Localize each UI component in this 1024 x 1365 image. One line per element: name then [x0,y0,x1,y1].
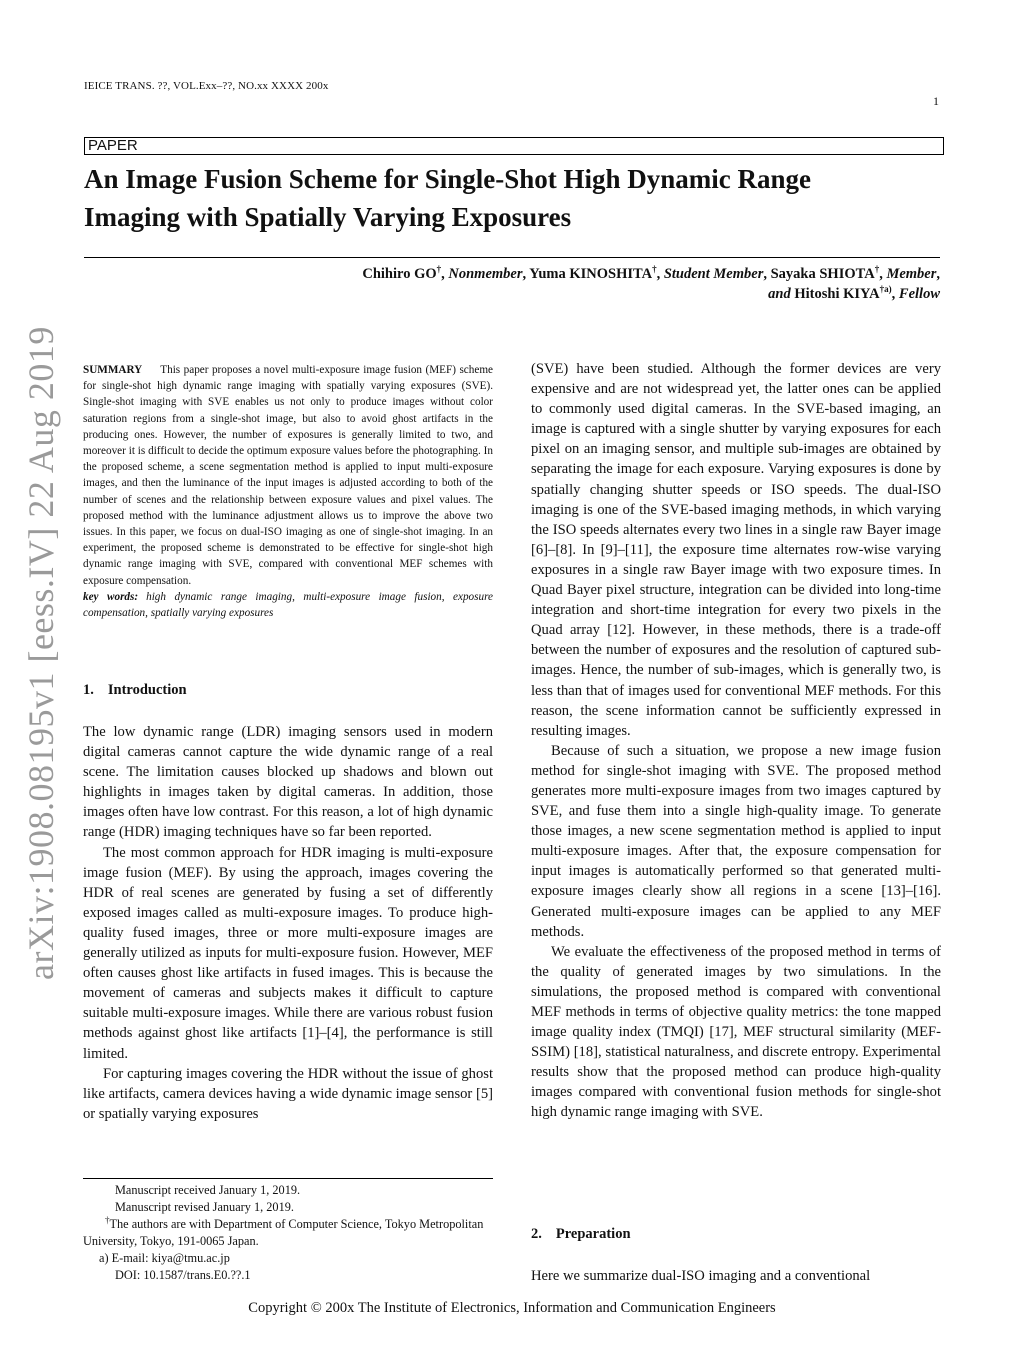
author-mark: †a) [879,284,892,295]
author-mark: † [874,264,880,275]
paragraph: We evaluate the effectiveness of the proposed method in terms of the quality of generated images by two simulations. In the simulations, the proposed method is compared with conventional MEF methods in terms of objective quality metrics: the tone mapped image quality index (TMQI) [17], MEF structural similarity (MEF-SSIM) [18], statistical naturalness, and discrete entropy. Experimental results show that the proposed method can produce high-quality images compared with conventional fusion methods for single-shot high dynamic range imaging with SVE. [531,943,941,1121]
footnote-affiliation: †The authors are with Department of Computer Science, Tokyo Metropolitan University, Tokyo, 191-0065 Japan. [83,1214,484,1248]
footnote-doi: DOI: 10.1587/trans.E0.??.1 [115,1268,251,1282]
paper-title [84,160,944,236]
footnote-revised: Manuscript revised January 1, 2019. [115,1200,294,1214]
author-mark: † [652,264,657,275]
author-mark: † [436,264,442,275]
copyright-notice: Copyright © 200x The Institute of Electronics, Information and Communication Engineers [248,1300,776,1316]
section-number: 1. [83,682,94,698]
author-name: Chihiro GO [362,266,437,282]
keywords-text: high dynamic range imaging, multi-exposure image fusion, exposure compensation, spatially varying exposures [83,590,493,620]
paragraph: Here we summarize dual-ISO imaging and a conventional [531,1268,871,1284]
arxiv-identifier: arXiv:1908.08195v1 [eess.IV] 22 Aug 2019 [21,326,61,980]
section-title: Introduction [107,682,187,698]
title-line-1: An Image Fusion Scheme for Single-Shot High Dynamic Range [84,164,812,194]
author-role: Nonmember [448,266,523,282]
author-list: Chihiro GO†, Nonmember, Yuma KINOSHITA†, Student Member, Sayaka SHIOTA†, Member, and Hitoshi KIYA$^{\dagger a)}$, Fellow [362,264,940,302]
summary-label: SUMMARY [83,364,143,376]
paragraph: (SVE) have been studied. Although the former devices are very expensive and are not widespread yet, the latter ones can be applied to commonly used digital cameras. In the SVE-based imaging, an image is captured with a single shutter by varying exposures for each pixel on an imaging sensor, and multiple sub-images are obtained by separating the image for each exposure. Varying exposures is done by spatially changing shutter speeds or ISO speeds. The dual-ISO imaging is one of the SVE-based imaging methods, in which varying the ISO speeds alternates every two lines in a single raw Bayer image [6]–[8]. In [9]–[11], the exposure time alternates row-wise varying exposures in a single raw Bayer image with two exposure times. In Quad Bayer pixel structure, integration can be divided into long-time integration and short-time integration for every two pixels in the Quad array [12]. However, in these methods, there is a trade-off between the number of exposures and the resolution of captured sub-images. Hence, the number of sub-images, which is generally two, is less than that of images used for conventional MEF methods. For this reason, the scene information cannot be sufficiently expressed in resulting images. [531,361,941,739]
paragraph: Because of such a situation, we propose a new image fusion method for single-shot imaging with SVE. The proposed method generates more multi-exposure images from two images captured by SVE, and fuse them into a single high-quality image. To generate those images, a new scene segmentation method is applied to input multi-exposure images. After that, the exposure compensation for input images is automatically performed so that generated multi-exposure images clearly show all regions in a scene [13]–[16]. Generated multi-exposure images can be applied to any MEF methods. [531,742,941,940]
abstract [83,362,493,621]
paragraph: The most common approach for HDR imaging is multi-exposure image fusion (MEF). By using the approach, images covering the HDR of real scenes are generated by fusing a set of differently exposed images called as multi-exposure images. To produce high-quality fused images, three or more multi-exposure images are generally utilized as inputs for multi-exposure fusion. However, MEF often causes ghost like artifacts in fused images. This is because the movement of cameras and subjects makes it difficult to capture suitable multi-exposure images. While there are various robust fusion methods against ghost like artifacts [1]–[4], the performance is still limited. [83,844,493,1062]
section-heading-preparation [531,1226,941,1243]
keywords [83,589,493,621]
title-line-2: Imaging with Spatially Varying Exposures [84,202,572,232]
footnotes [83,1182,493,1284]
footnote-email: a) E-mail: kiya@tmu.ac.jp [99,1251,230,1265]
title-rule [84,257,940,258]
author-name: Hitoshi KIYA [794,286,880,302]
right-column-body [531,359,941,1123]
paragraph: For capturing images covering the HDR without the issue of ghost like artifacts, camera devices having a wide dynamic image sensor [5] or spatially varying exposures [83,1065,493,1122]
author-name: Yuma KINOSHITA [529,266,653,282]
footnote-received: Manuscript received January 1, 2019. [115,1183,301,1197]
page-number: 1 [933,94,939,108]
preparation-body [531,1266,941,1286]
paragraph: The low dynamic range (LDR) imaging sensors used in modern digital cameras cannot capture the wide dynamic range of a real scene. The limitation causes blocked up shadows and blown out highlights in images taken by digital cameras. In addition, those images often have low contrast. For this reason, a lot of high dynamic range (HDR) imaging techniques have so far been reported. [83,724,493,841]
footnote-rule [83,1178,493,1179]
author-role: Student Member [663,266,764,282]
introduction-body [83,722,493,1124]
paper-type-label: PAPER [84,137,944,155]
author-role: Member [886,266,937,282]
author-role: Fellow [898,286,940,302]
running-header: IEICE TRANS. ??, VOL.Exx–??, NO.xx XXXX 200x [84,80,329,92]
author-name: Sayaka SHIOTA [770,266,875,282]
section-title: Preparation [555,1226,631,1242]
section-number: 2. [531,1226,542,1242]
footnote-mark: a) [99,1251,109,1265]
section-heading-introduction [83,682,493,699]
summary-text: This paper proposes a novel multi-exposure image fusion (MEF) scheme for single-shot high dynamic range imaging with spatially varying exposures (SVE). Single-shot imaging with SVE enables us not only to produce images without color saturation regions from a single-shot image, but also to avoid ghost artifacts in the producing ones. However, the number of exposures is generally limited to two, and moreover it is difficult to decide the optimum exposure values before the photographing. In the proposed scheme, a scene segmentation method is applied to input multi-exposure images, and then the luminance of the input images is adjusted according to both of the number of scenes and the relationship between exposure values and pixel values. The proposed method with the luminance adjustment allows us to improve the above two issues. In this paper, we focus on dual-ISO imaging as one of single-shot imaging. In an experiment, the proposed scheme is demonstrated to be effective for single-shot high dynamic range imaging with SVE, compared with conventional MEF schemes with exposure compensation. [83,364,493,587]
keywords-label: key words: [83,590,139,603]
footnote-mark: † [105,1214,110,1225]
author-and: and [768,286,791,302]
